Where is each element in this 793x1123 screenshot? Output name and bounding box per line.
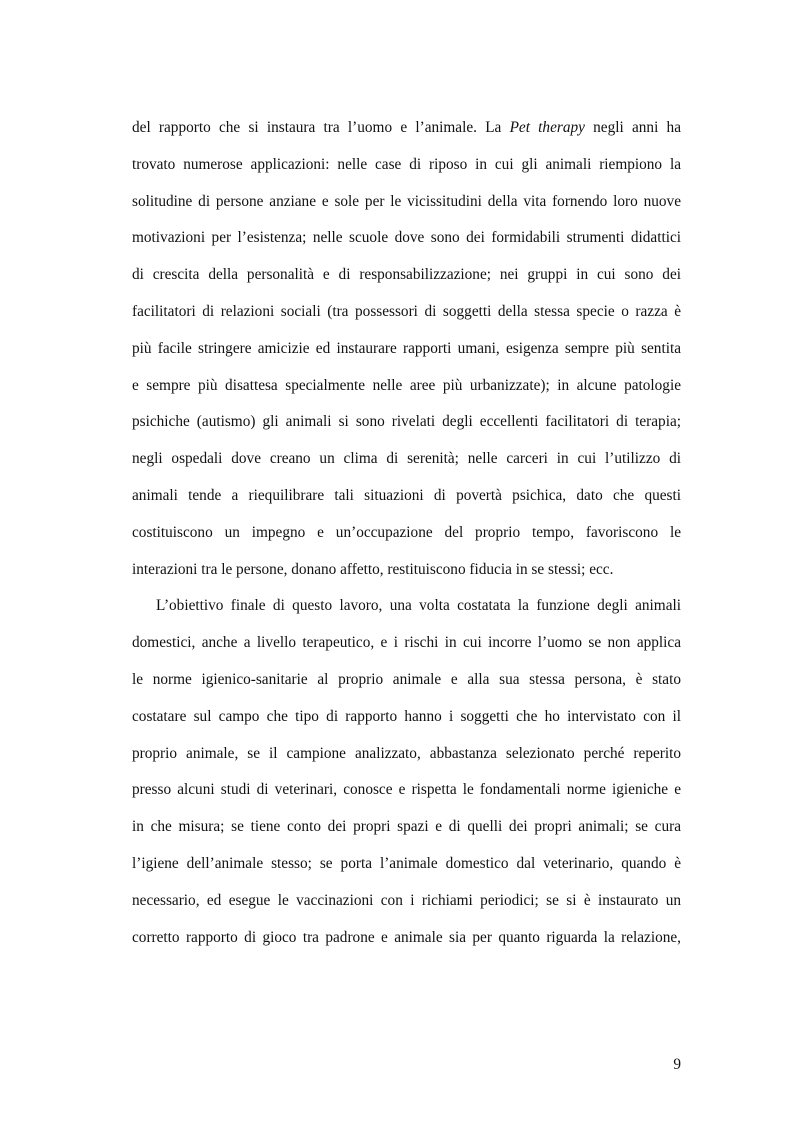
text-line: l’igiene dell’animale stesso; se porta l’animale domestico dal veterinario, quando è bbox=[132, 854, 681, 872]
text-line: necessario, ed esegue le vaccinazioni con i richiami periodici; se si è instaurato un bbox=[132, 891, 681, 909]
text-line: negli ospedali dove creano un clima di serenità; nelle carceri in cui l’utilizzo di bbox=[132, 450, 681, 468]
paragraph-objective bbox=[132, 588, 681, 956]
body-text bbox=[132, 110, 681, 956]
text-line: costituiscono un impegno e un’occupazione del proprio tempo, favoriscono le bbox=[132, 523, 681, 541]
text-line: corretto rapporto di gioco tra padrone e animale sia per quanto riguarda la relazione, bbox=[132, 928, 681, 946]
text-line: proprio animale, se il campione analizzato, abbastanza selezionato perché reperito bbox=[132, 744, 681, 762]
text-line: animali tende a riequilibrare tali situazioni di povertà psichica, dato che questi bbox=[132, 486, 681, 504]
text-line: L’obiettivo finale di questo lavoro, una volta costatata la funzione degli animali bbox=[156, 597, 681, 615]
text-line: in che misura; se tiene conto dei propri spazi e di quelli dei propri animali; se cura bbox=[132, 818, 681, 836]
text-line: solitudine di persone anziane e sole per le vicissitudini della vita fornendo loro nuove bbox=[132, 192, 681, 210]
text-line: costatare sul campo che tipo di rapporto hanno i soggetti che ho intervistato con il bbox=[132, 707, 681, 725]
text-line: presso alcuni studi di veterinari, conosce e rispetta le fondamentali norme igieniche e bbox=[132, 781, 681, 799]
text-line: psichiche (autismo) gli animali si sono rivelati degli eccellenti facilitatori di terapia; bbox=[132, 413, 681, 431]
text-line: del rapporto che si instaura tra l’uomo e l’animale. La Pet therapy negli anni ha bbox=[132, 119, 681, 136]
text-line: le norme igienico-sanitarie al proprio animale e alla sua stessa persona, è stato bbox=[132, 670, 681, 688]
text-line: interazioni tra le persone, donano affetto, restituiscono fiducia in se stessi; ecc. bbox=[132, 560, 614, 578]
text-line: domestici, anche a livello terapeutico, e i rischi in cui incorre l’uomo se non applica bbox=[132, 634, 681, 652]
text-line: di crescita della personalità e di responsabilizzazione; nei gruppi in cui sono dei bbox=[132, 266, 681, 284]
text-line: e sempre più disattesa specialmente nelle aree più urbanizzate); in alcune patologie bbox=[132, 376, 681, 394]
text-line: motivazioni per l’esistenza; nelle scuole dove sono dei formidabili strumenti didattici bbox=[132, 229, 681, 247]
page-number: 9 bbox=[673, 1056, 681, 1073]
text-line: più facile stringere amicizie ed instaurare rapporti umani, esigenza sempre più sentita bbox=[132, 339, 681, 357]
paragraph-pet-therapy bbox=[132, 110, 681, 588]
text-line: trovato numerose applicazioni: nelle case di riposo in cui gli animali riempiono la bbox=[132, 155, 681, 173]
text-line: facilitatori di relazioni sociali (tra possessori di soggetti della stessa specie o razza è bbox=[132, 302, 681, 320]
pet-therapy-term: Pet therapy bbox=[509, 119, 585, 136]
